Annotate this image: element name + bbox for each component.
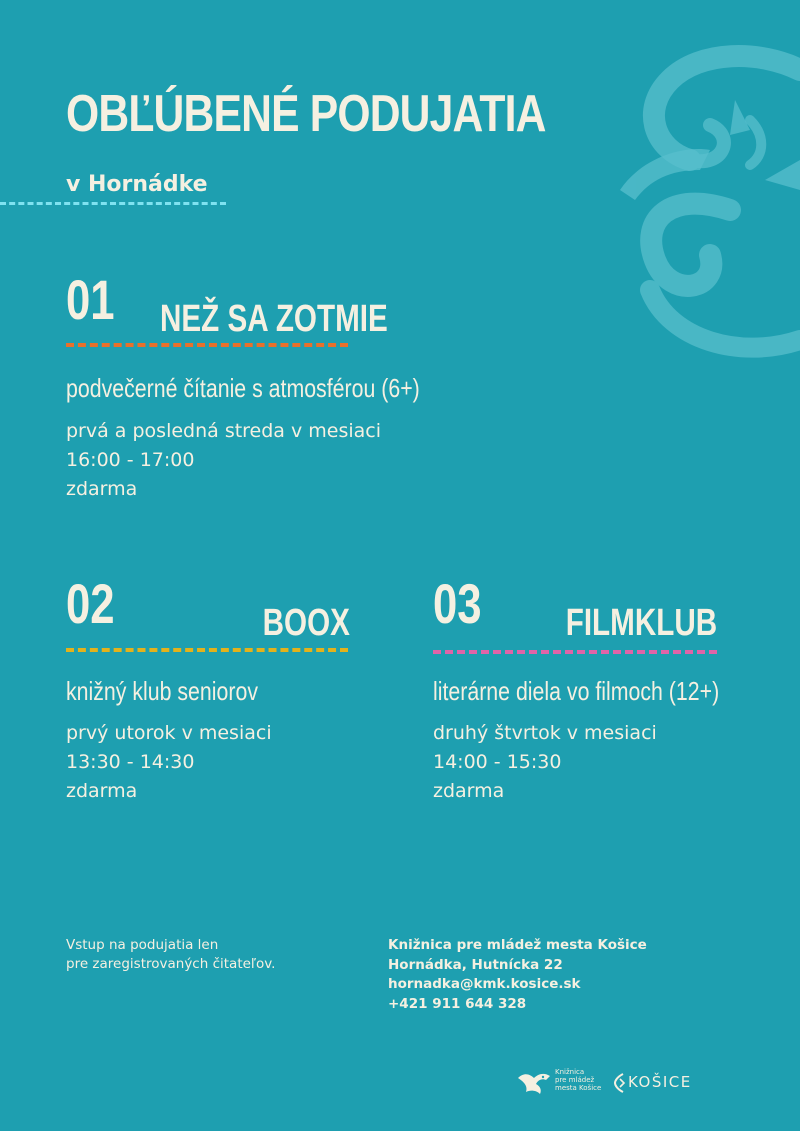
event-description: knižný klub seniorov	[66, 676, 258, 706]
event-number: 02	[66, 572, 115, 635]
event-card-02	[66, 572, 356, 806]
event-divider	[433, 650, 717, 654]
event-name: NEŽ SA ZOTMIE	[160, 298, 388, 340]
library-logo	[516, 1068, 608, 1098]
contact-address: Hornádka, Hutnícka 22	[388, 956, 563, 973]
event-time: 13:30 - 14:30	[66, 751, 195, 773]
event-name: BOOX	[262, 602, 350, 644]
contact-email[interactable]: hornadka@kmk.kosice.sk	[388, 976, 581, 992]
library-logo-line: Knižnica	[555, 1068, 585, 1076]
city-logo-text: KOŠICE	[628, 1073, 692, 1091]
registration-note-line: Vstup na podujatia len	[66, 937, 219, 953]
subtitle-underline	[0, 202, 226, 205]
poster-title: OBĽÚBENÉ PODUJATIA	[66, 85, 546, 143]
event-schedule: prvá a posledná streda v mesiaci	[66, 420, 382, 442]
event-price: zdarma	[433, 780, 505, 802]
event-time: 14:00 - 15:30	[433, 751, 562, 773]
registration-note	[66, 936, 275, 974]
contact-organization: Knižnica pre mládež mesta Košice	[388, 937, 647, 953]
event-divider	[66, 343, 348, 347]
event-price: zdarma	[66, 780, 138, 802]
registration-note-line: pre zaregistrovaných čitateľov.	[66, 956, 276, 972]
event-schedule: prvý utorok v mesiaci	[66, 722, 272, 744]
event-card-01	[66, 268, 420, 502]
event-card-03	[433, 572, 733, 806]
event-divider	[66, 648, 348, 652]
event-number: 03	[433, 572, 482, 635]
event-time: 16:00 - 17:00	[66, 449, 195, 471]
event-name: FILMKLUB	[565, 602, 717, 644]
event-description: podvečerné čítanie s atmosférou (6+)	[66, 373, 420, 403]
library-bird-logo-icon	[516, 1068, 552, 1096]
poster-subtitle: v Hornádke	[66, 172, 208, 197]
city-mark-icon	[614, 1073, 626, 1093]
event-description: literárne diela vo filmoch (12+)	[433, 676, 720, 706]
event-price: zdarma	[66, 478, 138, 500]
decorative-swirl-ornament	[560, 40, 800, 370]
library-logo-line: mesta Košice	[555, 1084, 602, 1092]
event-schedule: druhý štvrtok v mesiaci	[433, 722, 657, 744]
library-logo-text	[555, 1068, 615, 1092]
event-number: 01	[66, 268, 115, 331]
contact-block	[388, 936, 647, 1014]
library-logo-line: pre mládež	[555, 1076, 595, 1084]
contact-phone[interactable]: +421 911 644 328	[388, 995, 527, 1012]
